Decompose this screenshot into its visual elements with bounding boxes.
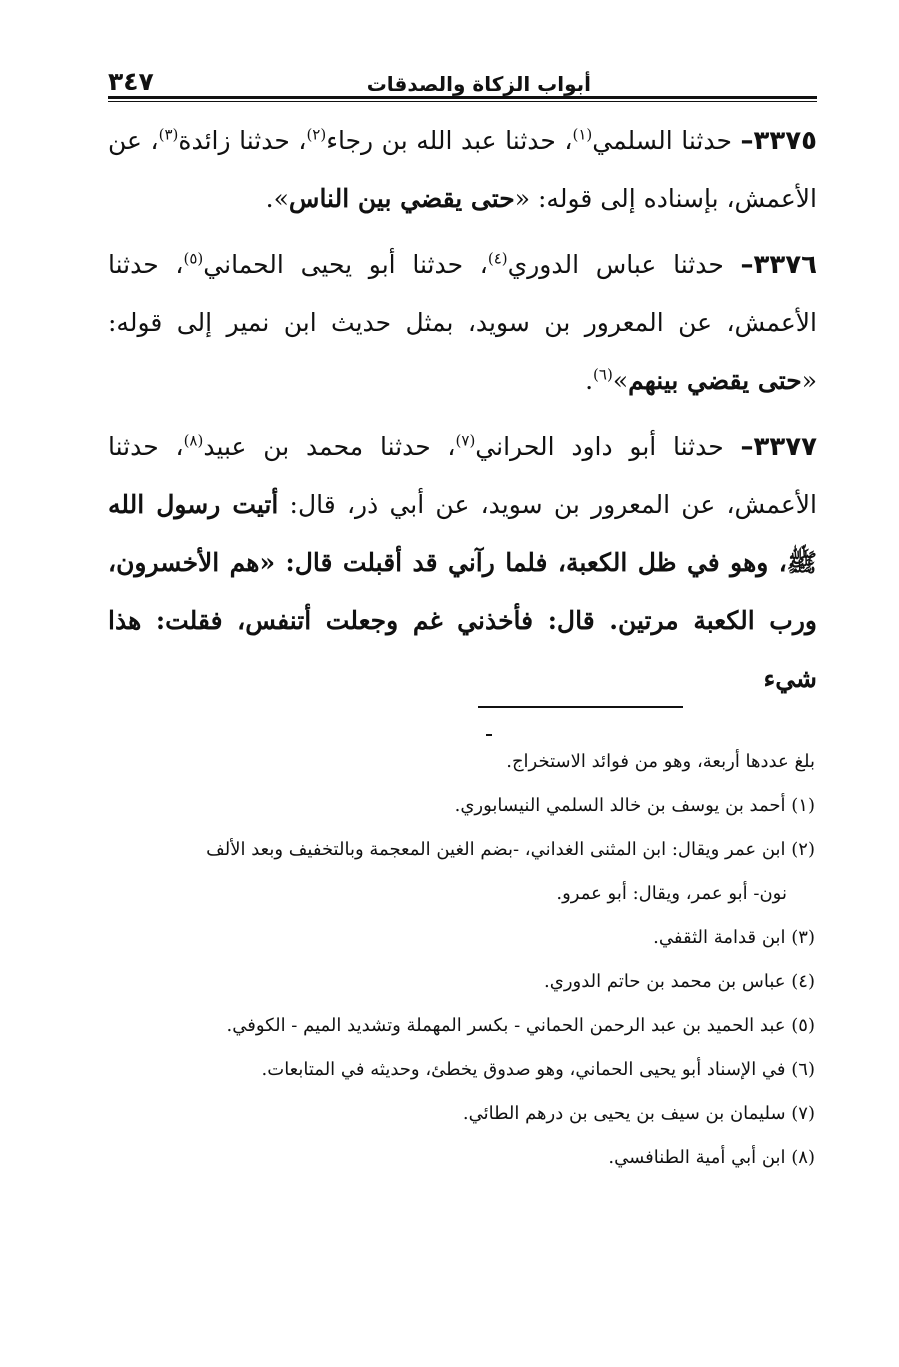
page-title: أبواب الزكاة والصدقات: [366, 72, 591, 96]
hadith-text: ، حدثنا أبو يحيى الحماني: [203, 250, 488, 279]
footnote-text: ابن عمر ويقال: ابن المثنى الغداني، -بضم الغين المعجمة وبالتخفيف وبعد الألف: [206, 839, 786, 860]
header-rule-thick: [108, 96, 817, 99]
hadith-text: ، عن الأعمش، بإسناده إلى قوله: «: [108, 126, 817, 213]
footnote-text: ابن قدامة الثقفي.: [653, 927, 786, 948]
footnote-6: [108, 1048, 815, 1092]
footnote-text: عبد الحميد بن عبد الرحمن الحماني - بكسر المهملة وتشديد الميم - الكوفي.: [226, 1015, 786, 1036]
footnote-8: [108, 1136, 815, 1180]
hadith-text: حدثنا السلمي: [592, 126, 741, 155]
footnote-ref: (٥): [183, 249, 204, 268]
hadith-text: ، حدثنا عبد الله بن رجاء: [326, 126, 573, 155]
footnote-ref: (٤): [487, 249, 508, 268]
footnote-text: ابن أبي أمية الطنافسي.: [608, 1147, 786, 1168]
footnote-marker: (٧): [791, 1103, 815, 1124]
footnotes: [108, 740, 815, 1180]
footnote-ref: (٣): [158, 125, 179, 144]
main-text: [108, 112, 817, 716]
hadith-text: »: [612, 366, 629, 395]
hadith-text: ».: [265, 184, 289, 213]
footnote-text: عباس بن محمد بن حاتم الدوري.: [544, 971, 786, 992]
footnote-dash: [486, 734, 492, 736]
hadith-text: ، حدثنا الأعمش، عن المعرور بن سويد، بمثل حديث ابن نمير إلى قوله: «: [108, 250, 817, 395]
footnote-text: في الإسناد أبو يحيى الحماني، وهو صدوق يخطئ، وحديثه في المتابعات.: [261, 1059, 786, 1080]
hadith-text: حدثنا عباس الدوري: [507, 250, 741, 279]
footnote-2-continuation: نون- أبو عمر، ويقال: أبو عمرو.: [556, 883, 787, 904]
hadith-text: ، حدثنا زائدة: [178, 126, 307, 155]
hadith-text: .: [585, 366, 594, 395]
footnote-7: [108, 1092, 815, 1136]
footnote-ref: (٢): [306, 125, 327, 144]
hadith-matn: أتيت رسول الله ﷺ، وهو في ظل الكعبة، فلما رآني قد أقبلت قال: «هم الأخسرون، ورب الكعبة مرتين. قال: فأخذني غم وجعلت أتنفس، فقلت: هذا شيء: [108, 490, 817, 693]
footnote-text: سليمان بن سيف بن يحيى بن درهم الطائي.: [462, 1103, 786, 1124]
hadith-text: ، حدثنا الأعمش، عن المعرور بن سويد، عن أبي ذر، قال:: [108, 432, 818, 519]
footnote-marker: (٣): [791, 927, 815, 948]
footnote-marker: (٨): [791, 1147, 815, 1168]
footnote-marker: (٢): [791, 839, 815, 860]
page-number: ٣٤٧: [108, 67, 154, 96]
hadith-text: حدثنا أبو داود الحراني: [475, 432, 741, 461]
hadith-text: ، حدثنا محمد بن عبيد: [203, 432, 456, 461]
footnote-ref: (٦): [593, 365, 613, 384]
running-header: [108, 56, 817, 96]
hadith-matn: حتى يقضي بين الناس: [288, 184, 515, 213]
footnote-5: [108, 1004, 815, 1048]
footnote-marker: (٦): [791, 1059, 815, 1080]
hadith-3375: [108, 112, 817, 228]
footnote-ref: (٧): [455, 431, 476, 450]
hadith-matn: حتى يقضي بينهم: [628, 366, 802, 395]
hadith-number: ٣٣٧٥–: [740, 126, 817, 156]
footnote-ref: (٨): [183, 431, 204, 450]
footnote-text: أحمد بن يوسف بن خالد السلمي النيسابوري.: [454, 795, 786, 816]
footnote-4: [108, 960, 815, 1004]
header-rule-thin: [108, 101, 817, 102]
footnote-marker: (٤): [791, 971, 815, 992]
footnote-1: [108, 784, 815, 828]
footnote-marker: (٥): [791, 1015, 815, 1036]
footnote-marker: (١): [791, 795, 815, 816]
footnote-carryover: بلغ عددها أربعة، وهو من فوائد الاستخراج.: [506, 751, 815, 772]
hadith-number: ٣٣٧٦–: [740, 250, 817, 280]
hadith-number: ٣٣٧٧–: [740, 432, 817, 462]
hadith-3377: [108, 418, 817, 708]
hadith-3376: [108, 236, 817, 410]
footnote-3: [108, 916, 815, 960]
footnote-2: [108, 828, 815, 872]
footnote-ref: (١): [572, 125, 593, 144]
footnote-separator: [478, 706, 683, 708]
